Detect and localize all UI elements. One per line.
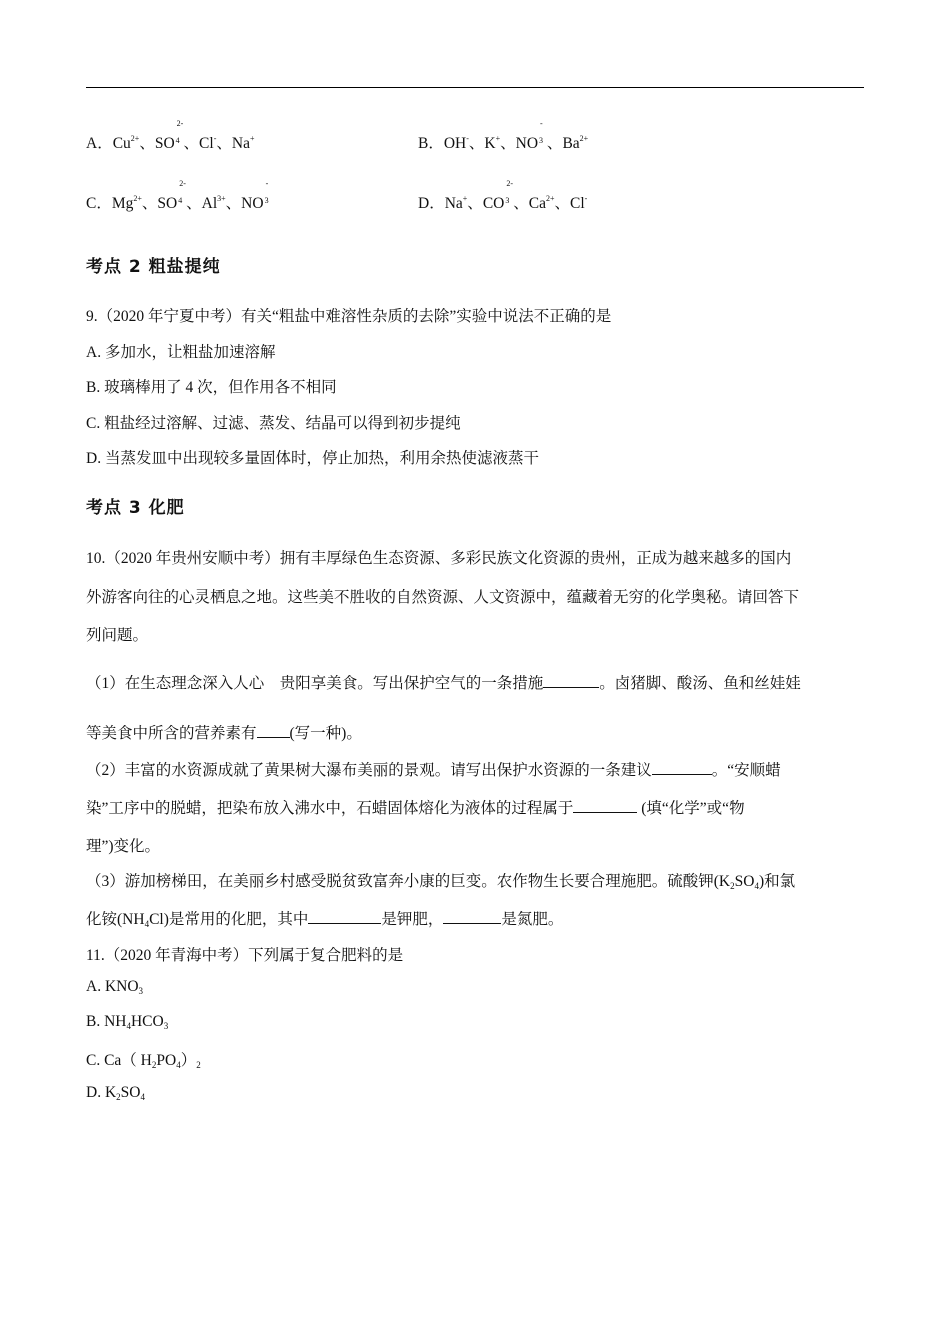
q9-option-d: D. 当蒸发皿中出现较多量固体时，停止加热，利用余热使滤液蒸干: [86, 450, 539, 467]
q10-part-2-line-3: 理”)变化。: [86, 838, 161, 855]
q11-option-c: C. Ca（ H2PO4）2: [86, 1052, 201, 1070]
q10-part-3-line-2: 化铵(NH4Cl)是常用的化肥，其中 是钾肥， 是氮肥。: [86, 911, 564, 929]
option-c: C．$Mg^{2+}$、SO 2- $^4$ 、$Al^{3+}$、NO - $^3$: [86, 179, 269, 212]
option-d: D．Na+、CO 2- $^3$ 、$Ca^{2+}$、Cl-: [418, 179, 588, 212]
answer-blank[interactable]: [543, 674, 599, 688]
q10-stem-line-1: 10.（2020 年贵州安顺中考）拥有丰厚绿色生态资源、多彩民族文化资源的贵州，正成为越来越多的国内: [86, 550, 792, 567]
section-2-heading: 考点 2 粗盐提纯: [86, 257, 221, 277]
q10-part-1-line-2: 等美食中所含的营养素有 (写一种)。: [86, 725, 362, 742]
answer-blank[interactable]: [257, 724, 290, 738]
q11-option-d: D. K2SO4: [86, 1084, 145, 1102]
q11-option-b: B. NH4HCO3: [86, 1013, 169, 1031]
q10-stem-line-3: 列问题。: [86, 627, 149, 644]
q10-part-2-line-1: （2）丰富的水资源成就了黄果树大瀑布美丽的景观。请写出保护水资源的一条建议 。“安顺蜡: [86, 762, 781, 779]
q9-option-a: A. 多加水，让粗盐加速溶解: [86, 344, 276, 361]
q11-option-a: A. KNO3: [86, 978, 144, 996]
answer-blank[interactable]: [573, 799, 637, 813]
answer-blank[interactable]: [443, 910, 501, 924]
q11-stem: 11.（2020 年青海中考）下列属于复合肥料的是: [86, 947, 404, 964]
q9-option-b: B. 玻璃棒用了 4 次，但作用各不相同: [86, 379, 337, 396]
header-rule: [86, 87, 864, 88]
q10-part-3-line-1: （3）游加榜梯田，在美丽乡村感受脱贫致富奔小康的巨变。农作物生长要合理施肥。硫酸钾(K2SO4)和氯: [86, 873, 796, 891]
option-a: A．$Cu^{2+}$、SO 2- $^4$ 、Cl-、Na+: [86, 119, 255, 152]
q10-part-1-line-1: （1）在生态理念深入人心 贵阳享美食。写出保护空气的一条措施 。卤猪脚、酸汤、鱼和丝娃娃: [86, 675, 801, 692]
q9-option-c: C. 粗盐经过溶解、过滤、蒸发、结晶可以得到初步提纯: [86, 415, 461, 432]
section-3-heading: 考点 3 化肥: [86, 498, 185, 518]
q9-stem: 9.（2020 年宁夏中考）有关“粗盐中难溶性杂质的去除”实验中说法不正确的是: [86, 308, 612, 325]
answer-blank[interactable]: [652, 761, 712, 775]
answer-blank[interactable]: [308, 910, 381, 924]
option-b: B．OH-、K+、NO - $^3$ 、$Ba^{2+}$: [418, 119, 589, 152]
q10-part-2-line-2: 染”工序中的脱蜡，把染布放入沸水中，石蜡固体熔化为液体的过程属于 (填“化学”或“物: [86, 800, 745, 817]
q10-stem-line-2: 外游客向往的心灵栖息之地。这些美不胜收的自然资源、人文资源中，蕴藏着无穷的化学奥秘。请回答下: [86, 589, 800, 606]
